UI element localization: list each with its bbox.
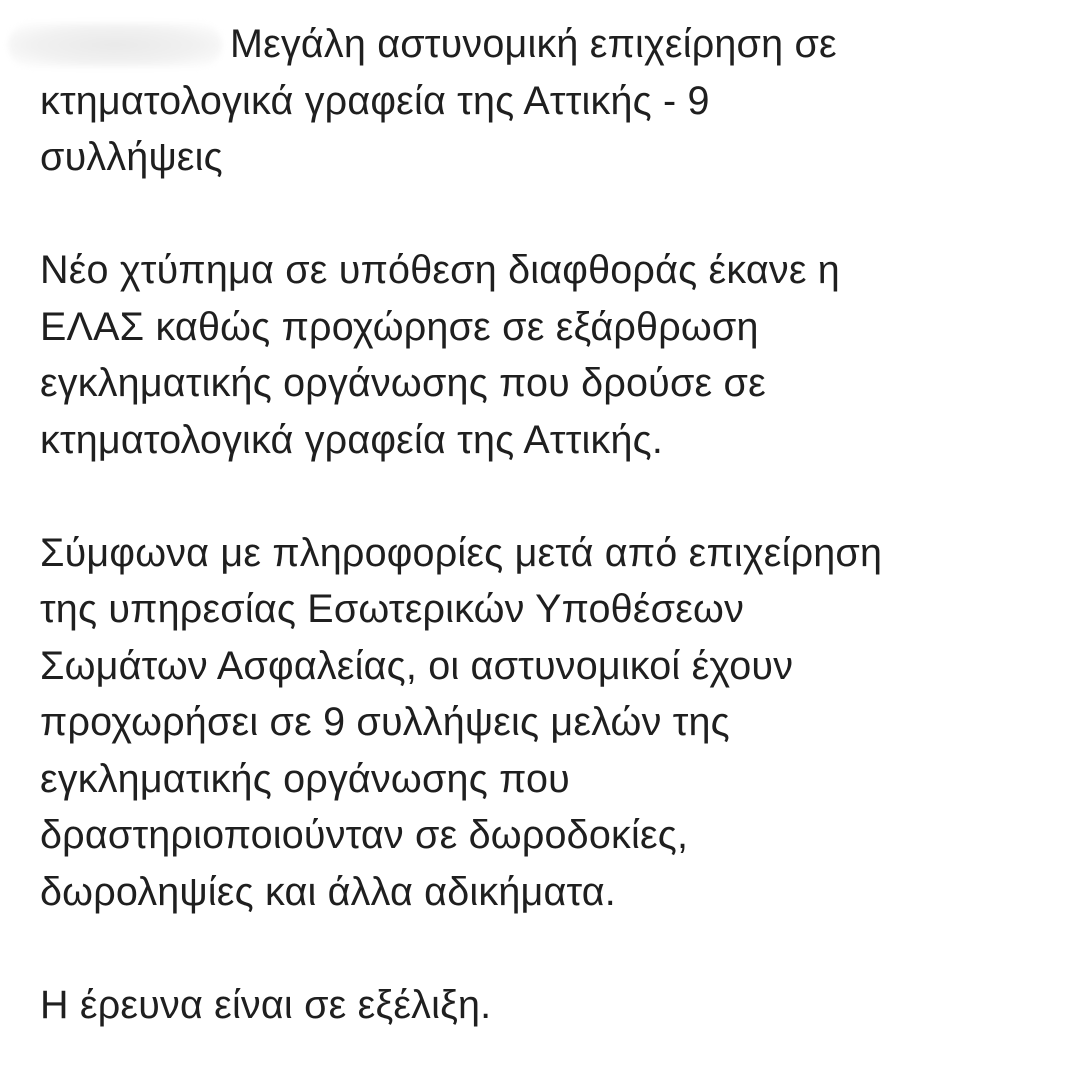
paragraph-1-line-3: εγκληματικής οργάνωσης που δρούσε σε	[40, 361, 766, 405]
paragraph-2-line-7: δωροληψίες και άλλα αδικήματα.	[40, 869, 616, 914]
paragraph-3-line-1: Η έρευνα είναι σε εξέλιξη.	[40, 982, 492, 1027]
paragraph-2-line-5: εγκληματικής οργάνωσης που	[40, 756, 570, 801]
paragraph-1-line-1: Νέο χτύπημα σε υπόθεση διαφθοράς έκανε η	[40, 248, 840, 292]
paragraph-2-line-6: δραστηριοποιούνταν σε δωροδοκίες,	[40, 813, 689, 857]
redacted-author-blur	[8, 23, 222, 67]
post-body	[40, 16, 1050, 1033]
paragraph-2-line-1: Σύμφωνα με πληροφορίες μετά από επιχείρηση	[40, 530, 883, 575]
paragraph-spacer	[40, 468, 1050, 525]
paragraph-2-line-3: Σωμάτων Ασφαλείας, οι αστυνομικοί έχουν	[40, 643, 794, 688]
paragraph-spacer	[40, 186, 1050, 243]
paragraph-2-line-2: της υπηρεσίας Εσωτερικών Υποθέσεων	[40, 587, 745, 631]
post-title	[40, 16, 1050, 186]
paragraph-1	[40, 242, 1050, 468]
title-line-1	[40, 16, 1050, 73]
title-line-3: συλλήψεις	[40, 135, 223, 179]
paragraph-2-line-4: προχωρήσει σε 9 συλλήψεις μελών της	[40, 700, 730, 744]
paragraph-1-line-2: ΕΛΑΣ καθώς προχώρησε σε εξάρθρωση	[40, 304, 759, 349]
title-line-1-text: Μεγάλη αστυνομική επιχείρηση σε	[230, 22, 837, 66]
title-line-2: κτηματολογικά γραφεία της Αττικής - 9	[40, 78, 710, 123]
paragraph-3	[40, 977, 1050, 1034]
paragraph-1-line-4: κτηματολογικά γραφεία της Αττικής.	[40, 417, 664, 462]
paragraph-2	[40, 525, 1050, 921]
paragraph-spacer	[40, 920, 1050, 977]
